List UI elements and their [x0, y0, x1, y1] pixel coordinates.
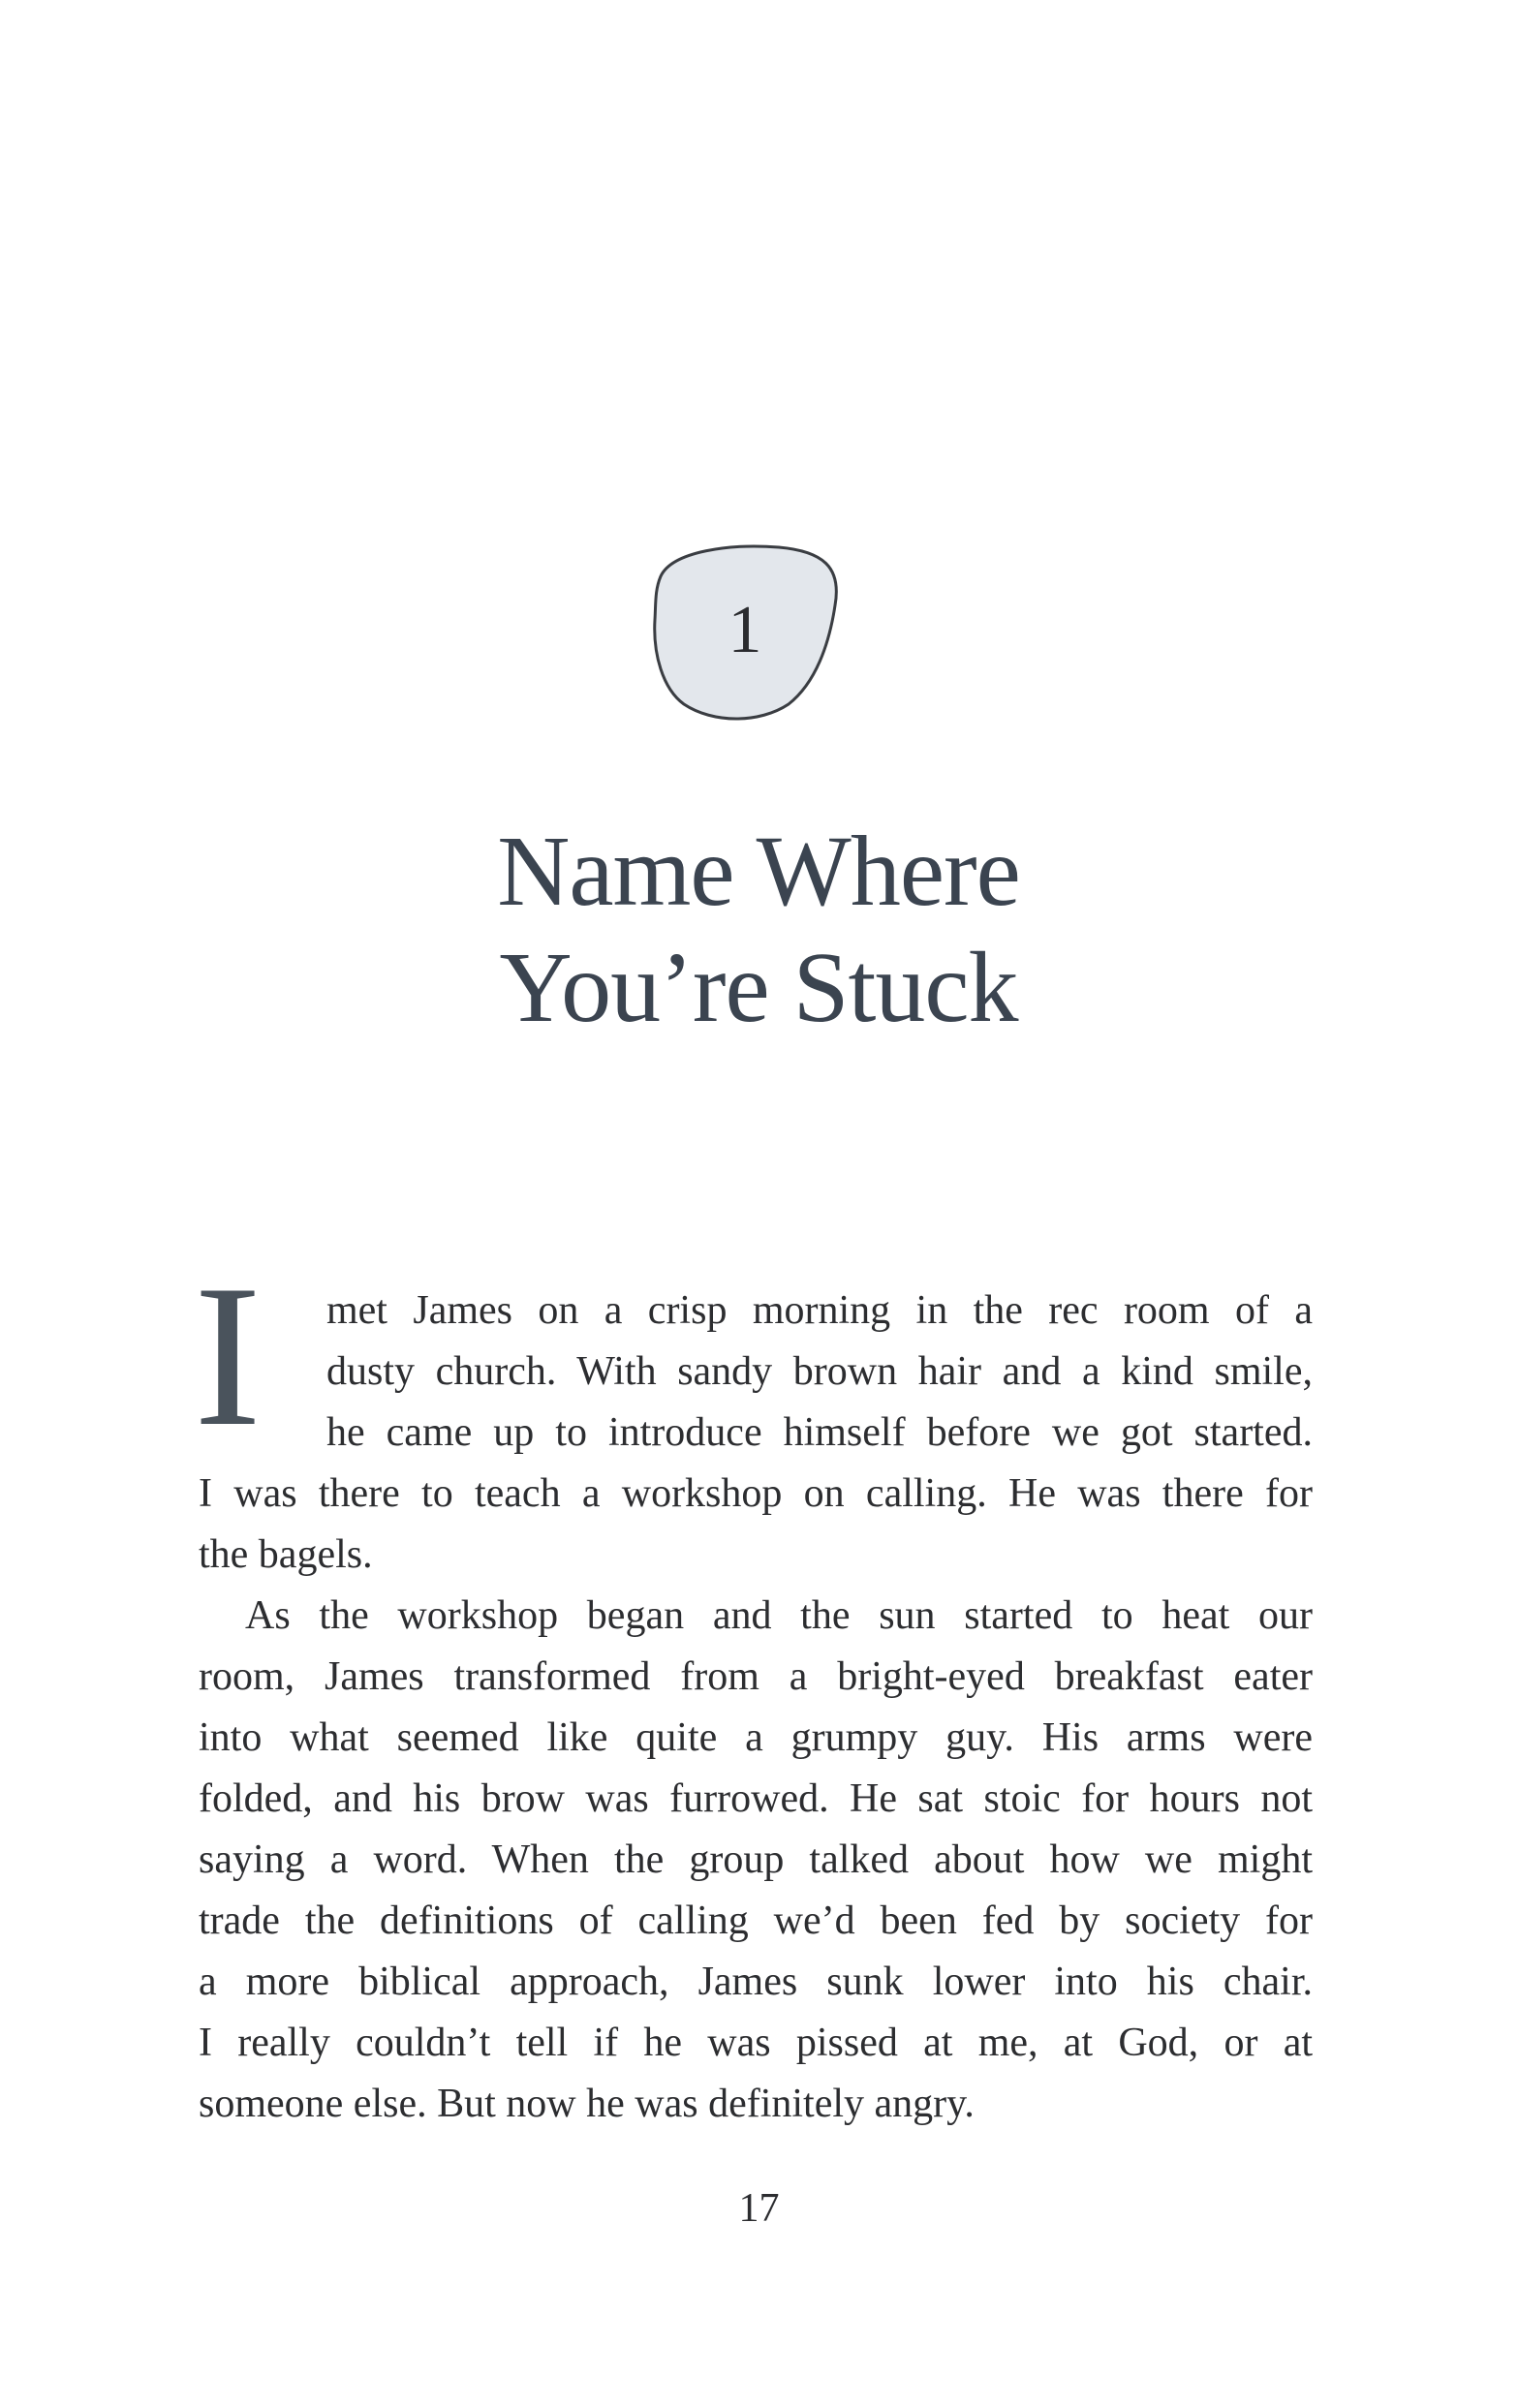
paragraph-line: met James on a crisp morning in the rec room of a — [326, 1288, 1313, 1333]
paragraph-line: I was there to teach a workshop on calling. He was there for — [199, 1471, 1313, 1516]
paragraph-line: the bagels. — [199, 1532, 373, 1577]
chapter-title-line-1: Name Where — [497, 816, 1020, 927]
paragraph-line: someone else. But now he was definitely angry. — [199, 2082, 975, 2126]
drop-cap: I — [194, 1244, 262, 1468]
paragraph-2 — [199, 1586, 1313, 2135]
paragraph-line: into what seemed like quite a grumpy guy. His arms were — [199, 1715, 1313, 1760]
page-number: 17 — [738, 2186, 780, 2231]
chapter-title — [274, 814, 1243, 1046]
paragraph-line: As the workshop began and the sun started to heat our — [245, 1593, 1313, 1638]
paragraph-line: saying a word. When the group talked about how we might — [199, 1837, 1313, 1882]
chapter-number-badge — [643, 538, 847, 726]
paragraph-line: a more biblical approach, James sunk lower into his chair. — [199, 1960, 1313, 2004]
paragraph-line: folded, and his brow was furrowed. He sat stoic for hours not — [199, 1776, 1313, 1821]
paragraph-line: trade the definitions of calling we’d been fed by society for — [199, 1899, 1313, 1943]
paragraph-line: he came up to introduce himself before we got started. — [326, 1410, 1313, 1455]
paragraph-line: I really couldn’t tell if he was pissed at me, at God, or at — [199, 2021, 1313, 2065]
chapter-number: 1 — [728, 593, 762, 667]
paragraph-line: dusty church. With sandy brown hair and a kind smile, — [326, 1349, 1313, 1394]
paragraph-1 — [199, 1281, 1313, 1586]
paragraph-line: room, James transformed from a bright-eyed breakfast eater — [199, 1654, 1313, 1699]
chapter-title-line-2: You’re Stuck — [499, 932, 1018, 1043]
